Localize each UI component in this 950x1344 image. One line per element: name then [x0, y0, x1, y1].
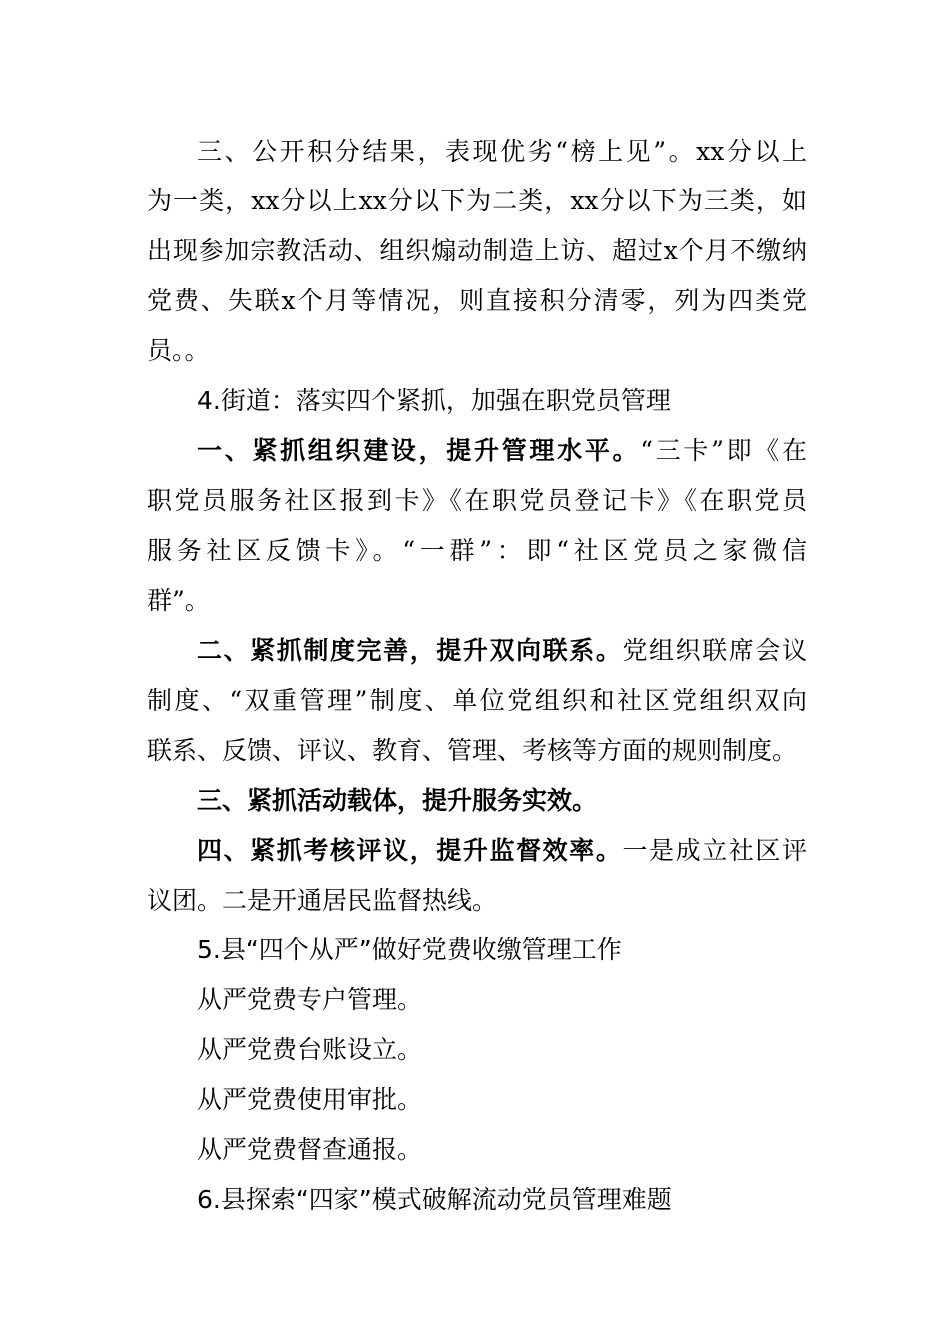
- item4-heading: 4.街道：落实四个紧抓，加强在职党员管理: [197, 386, 671, 415]
- item4-p1-line-4: 群”。: [147, 586, 210, 615]
- item4-p2-line-1: [197, 636, 807, 666]
- item5-heading: 5.县“四个从严”做好党费收缴管理工作: [197, 935, 622, 964]
- item4-p1-line-3: 服务社区反馈卡》。“一群”：即“社区党员之家微信: [147, 536, 807, 565]
- item4-p2-rest: 党组织联席会议: [622, 636, 807, 665]
- item4-p2-bold: 二、紧抓制度完善，提升双向联系。: [197, 636, 623, 665]
- item6-heading: 6.县探索“四家”模式破解流动党员管理难题: [197, 1185, 672, 1214]
- item4-p4-line-1: [197, 836, 807, 866]
- item4-p4-rest: 一是成立社区评: [622, 836, 807, 865]
- item4-p1-line-2: 职党员服务社区报到卡》《在职党员登记卡》《在职党员: [147, 486, 807, 515]
- item5-list-item-4: 从严党费督查通报。: [197, 1135, 423, 1164]
- section3-line-2: 为一类，xx分以上xx分以下为二类，xx分以下为三类，如: [147, 186, 807, 215]
- item4-p2-line-3: 联系、反馈、评议、教育、管理、考核等方面的规则制度。: [147, 736, 798, 765]
- item4-p2-line-2: 制度、“双重管理”制度、单位党组织和社区党组织双向: [147, 686, 807, 715]
- section3-line-1: 三、公开积分结果，表现优劣“榜上见”。xx分以上: [197, 137, 807, 166]
- item5-list-item-1: 从严党费专户管理。: [197, 985, 423, 1014]
- item4-p1-rest: “三卡”即《在: [640, 436, 807, 465]
- section3-line-5: 员。。: [147, 336, 210, 365]
- item4-p4-line-2: 议团。二是开通居民监督热线。: [147, 886, 498, 915]
- item5-list-item-2: 从严党费台账设立。: [197, 1035, 423, 1064]
- item4-p4-bold: 四、紧抓考核评议，提升监督效率。: [197, 836, 623, 865]
- section3-line-3: 出现参加宗教活动、组织煽动制造上访、超过x个月不缴纳: [147, 236, 807, 265]
- item4-p3-bold: 三、紧抓活动载体，提升服务实效。: [197, 786, 598, 815]
- section3-line-4: 党费、失联x个月等情况，则直接积分清零，列为四类党: [147, 286, 807, 315]
- item4-p1-bold: 一、紧抓组织建设，提升管理水平。: [197, 436, 641, 465]
- item5-list-item-3: 从严党费使用审批。: [197, 1085, 423, 1114]
- item4-p1-line-1: [197, 436, 807, 466]
- item4-p3-line-1: [197, 786, 807, 816]
